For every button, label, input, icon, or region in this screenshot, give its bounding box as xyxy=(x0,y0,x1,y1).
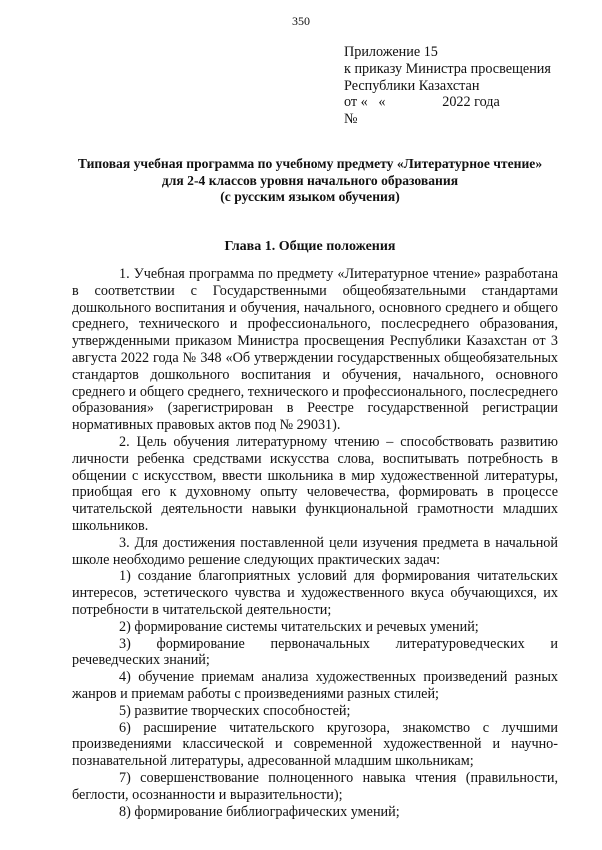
list-item: 3) формирование первоначальных литературоведческих и речеведческих знаний; xyxy=(72,635,558,669)
chapter-heading: Глава 1. Общие положения xyxy=(224,239,396,254)
appendix-line: Приложение 15 xyxy=(344,44,438,60)
appendix-line: к приказу Министра просвещения xyxy=(344,60,551,77)
list-item: 6) расширение читательского кругозора, знакомство с лучшими произведениями классической и современной художественной и научно-познавательной литературы, адресованной младшим школьникам; xyxy=(72,719,558,770)
paragraph: 2. Цель обучения литературному чтению – способствовать развитию личности ребенка средствами искусства слова, воспитывать потребность в общении с искусством, ввести школьника в мир художественной литературы, приобщая его к духовному опыту человечества, формировать в процессе читательской деятельности навыки функциональной грамотности младших школьников. xyxy=(72,433,558,534)
appendix-line: № xyxy=(344,111,358,128)
list-item: 7) совершенствование полноценного навыка чтения (правильности, беглости, осознанности и выразительности); xyxy=(72,769,558,803)
title-line: для 2-4 классов уровня начального образования xyxy=(161,172,459,188)
page-number: 350 xyxy=(292,14,310,28)
appendix-line: Республики Казахстан xyxy=(344,77,480,94)
appendix-block xyxy=(344,44,551,128)
paragraph: 3. Для достижения поставленной цели изучения предмета в начальной школе необходимо решение следующих практических задач: xyxy=(72,534,558,568)
list-item: 4) обучение приемам анализа художественных произведений разных жанров и приемам работы с произведениями разных стилей; xyxy=(72,669,558,702)
paragraph: 1. Учебная программа по предмету «Литературное чтение» разработана в соответствии с Государственными общеобязательными стандартами дошкольного воспитания и обучения, начального, основного среднего и общего среднего, технического и профессионального, послесреднего образования, утвержденными приказом Министра просвещения Республики Казахстан от 3 августа 2022 года № 348 «Об утверждении государственных общеобязательных стандартов дошкольного воспитания и обучения, начального, основного среднего и общего среднего, технического и профессионального, послесреднего образования» (зарегистрирован в Реестре государственной регистрации нормативных правовых актов под № 29031). xyxy=(72,266,558,434)
list-item: 5) развитие творческих способностей; xyxy=(119,702,351,719)
list-item: 2) формирование системы читательских и речевых умений; xyxy=(119,618,479,635)
document-title xyxy=(60,156,560,206)
list-item: 1) создание благоприятных условий для формирования читательских интересов, эстетического чувства и художественного вкуса обучающихся, их потребности в читательской деятельности; xyxy=(72,568,558,618)
appendix-line: от « « 2022 года xyxy=(344,94,500,111)
document-body xyxy=(72,266,558,820)
list-item: 8) формирование библиографических умений; xyxy=(119,803,400,820)
title-line: (с русским языком обучения) xyxy=(220,189,400,205)
title-line: Типовая учебная программа по учебному предмету «Литературное чтение» xyxy=(77,156,543,171)
